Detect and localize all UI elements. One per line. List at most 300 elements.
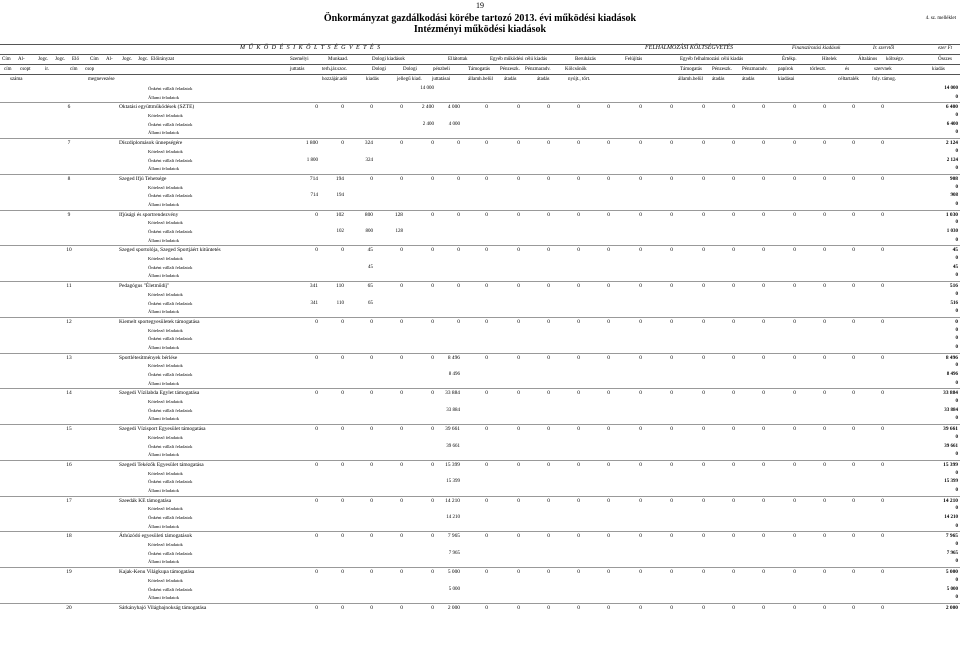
row-number: 8 bbox=[67, 175, 71, 182]
row-label: Önként vállalt feladatok bbox=[148, 157, 193, 163]
cell-tot: 2 124 bbox=[946, 157, 958, 163]
cell-c13: 0 bbox=[670, 569, 673, 576]
cell-c2: 0 bbox=[341, 604, 344, 611]
cell-tot: 45 bbox=[952, 247, 958, 254]
cell-c20: 0 bbox=[881, 247, 884, 254]
cell-c13: 0 bbox=[670, 140, 673, 147]
row-label: Kötelező feladatok bbox=[148, 542, 183, 548]
table-row bbox=[0, 129, 960, 138]
cell-c15: 0 bbox=[732, 604, 735, 611]
header-col-label: Támogatás bbox=[468, 67, 490, 72]
row-label: Kajak-Kenu Világkupa támogatása bbox=[119, 569, 195, 576]
cell-c13: 0 bbox=[670, 533, 673, 540]
cell-c4: 128 bbox=[394, 211, 403, 218]
header-col-label: törleszt. bbox=[810, 67, 826, 72]
table-row bbox=[0, 317, 960, 327]
cell-c20: 0 bbox=[881, 426, 884, 433]
header-col-label: Összes bbox=[938, 57, 952, 62]
table-row bbox=[0, 443, 960, 452]
cell-c13: 0 bbox=[670, 461, 673, 468]
cell-c15: 0 bbox=[732, 426, 735, 433]
header-col-label: juttatás bbox=[290, 67, 305, 72]
operating-section: M Ű K Ö D É S I K Ö L T S É G V E T É S bbox=[240, 45, 382, 51]
cell-c14: 0 bbox=[702, 533, 705, 540]
cell-c5: 0 bbox=[431, 247, 434, 254]
cell-c7: 0 bbox=[485, 211, 488, 218]
cell-tot: 0 bbox=[955, 416, 958, 422]
cell-c17: 0 bbox=[793, 461, 796, 468]
cell-c4: 0 bbox=[400, 104, 403, 111]
cell-c4: 0 bbox=[400, 569, 403, 576]
cell-c2: 0 bbox=[341, 354, 344, 361]
table-row bbox=[0, 112, 960, 121]
table-row bbox=[0, 308, 960, 317]
cell-c19: 0 bbox=[852, 461, 855, 468]
cell-c2: 0 bbox=[341, 461, 344, 468]
table-row bbox=[0, 245, 960, 255]
table-row bbox=[0, 388, 960, 398]
cell-c20: 0 bbox=[881, 604, 884, 611]
cell-c8: 0 bbox=[517, 461, 520, 468]
header-col-label: Dologi bbox=[403, 67, 417, 72]
row-label: Kötelező feladatok bbox=[148, 470, 183, 476]
row-label: Kötelező feladatok bbox=[148, 113, 183, 119]
table-row bbox=[0, 201, 960, 210]
table-row bbox=[0, 228, 960, 237]
reserve-label: Ir. szervtől bbox=[873, 46, 895, 51]
cell-c10: 0 bbox=[577, 426, 580, 433]
cell-c10: 0 bbox=[577, 247, 580, 254]
cell-c18: 0 bbox=[823, 354, 826, 361]
header-col-label: Pénzeszk. bbox=[712, 67, 732, 72]
table-row bbox=[0, 541, 960, 550]
cell-c20: 0 bbox=[881, 569, 884, 576]
table-row bbox=[0, 121, 960, 130]
cell-c7: 0 bbox=[485, 283, 488, 290]
header-col-label: kiadásai bbox=[778, 77, 795, 82]
header-col-label: Személyi bbox=[290, 57, 309, 62]
cell-c8: 0 bbox=[517, 247, 520, 254]
cell-c19: 0 bbox=[852, 104, 855, 111]
header-col-label: Pénzmaradv. bbox=[525, 67, 551, 72]
header-left-label: Cím bbox=[90, 57, 99, 62]
row-number: 15 bbox=[66, 426, 72, 433]
cell-tot: 14 210 bbox=[944, 515, 958, 520]
cell-c5: 0 bbox=[431, 497, 434, 504]
cell-tot: 0 bbox=[955, 523, 958, 529]
cell-c11: 0 bbox=[607, 104, 610, 111]
cell-c5: 2 400 bbox=[421, 104, 434, 111]
cell-c15: 0 bbox=[732, 283, 735, 290]
cell-c7: 0 bbox=[485, 104, 488, 111]
cell-c12: 0 bbox=[639, 604, 642, 611]
cell-c3: 0 bbox=[370, 354, 373, 361]
cell-c9: 0 bbox=[547, 318, 550, 325]
cell-c11: 0 bbox=[607, 175, 610, 182]
cell-c11: 0 bbox=[607, 497, 610, 504]
header-left-label: Előirányzat bbox=[151, 57, 175, 62]
row-label: Kötelező feladatok bbox=[148, 184, 183, 190]
row-label: Állami feladatok bbox=[148, 201, 179, 207]
row-label: Ifjúsági és sportrendezvény bbox=[119, 211, 179, 218]
cell-tot: 6 400 bbox=[946, 121, 958, 127]
cell-c1: 1 800 bbox=[306, 157, 318, 163]
header-col-label: juttatásai bbox=[432, 77, 451, 82]
cell-c12: 0 bbox=[639, 211, 642, 218]
cell-c14: 0 bbox=[702, 104, 705, 111]
table-row bbox=[0, 478, 960, 487]
cell-tot: 5 000 bbox=[945, 569, 958, 576]
row-label: Önként vállalt feladatok bbox=[148, 336, 193, 342]
table-row bbox=[0, 264, 960, 273]
cell-c4: 0 bbox=[400, 318, 403, 325]
cell-c3: 65 bbox=[368, 300, 373, 306]
row-label: Oktatási együttműködések (SZTE) bbox=[119, 104, 195, 111]
cell-c9: 0 bbox=[547, 283, 550, 290]
row-label: Állami feladatok bbox=[148, 595, 179, 601]
cell-c6: 0 bbox=[457, 140, 460, 147]
cell-c15: 0 bbox=[732, 211, 735, 218]
cell-c8: 0 bbox=[517, 569, 520, 576]
cell-c11: 0 bbox=[607, 533, 610, 540]
row-label: Áthúzódó egyesületi támogatások bbox=[119, 533, 193, 540]
cell-c11: 0 bbox=[607, 211, 610, 218]
cell-c19: 0 bbox=[852, 140, 855, 147]
row-label: Szegedi Vízisport Egyesület támogatása bbox=[119, 426, 206, 433]
cell-c4: 128 bbox=[395, 229, 403, 234]
cell-c19: 0 bbox=[852, 283, 855, 290]
row-label: Állami feladatok bbox=[148, 166, 179, 172]
cell-c11: 0 bbox=[607, 390, 610, 397]
cell-c2: 102 bbox=[335, 211, 344, 218]
table-row bbox=[0, 300, 960, 309]
cell-c3: 800 bbox=[364, 211, 373, 218]
cell-c17: 0 bbox=[793, 175, 796, 182]
header-col-label: Dologi bbox=[372, 67, 386, 72]
cell-c16: 0 bbox=[762, 569, 765, 576]
cell-c3: 45 bbox=[367, 247, 373, 254]
table-row bbox=[0, 505, 960, 514]
row-label: Önként vállalt feladatok bbox=[148, 300, 193, 306]
cell-c12: 0 bbox=[639, 497, 642, 504]
annex-label: 4. sz. melléklet bbox=[925, 16, 956, 21]
cell-c11: 0 bbox=[607, 461, 610, 468]
row-number: 14 bbox=[66, 390, 72, 397]
row-number: 13 bbox=[66, 354, 72, 361]
cell-tot: 39 661 bbox=[944, 443, 958, 449]
cell-c16: 0 bbox=[762, 140, 765, 147]
col-number-label: száma bbox=[10, 77, 23, 82]
cell-c5: 0 bbox=[431, 318, 434, 325]
cell-c13: 0 bbox=[670, 104, 673, 111]
row-label: Sportlétesítmények bérlése bbox=[119, 354, 178, 361]
cell-c11: 0 bbox=[607, 247, 610, 254]
cell-c6: 4 000 bbox=[448, 121, 460, 127]
row-label: Állami feladatok bbox=[148, 380, 179, 386]
cell-c7: 0 bbox=[485, 354, 488, 361]
cell-c17: 0 bbox=[793, 569, 796, 576]
row-number: 16 bbox=[66, 461, 72, 468]
table-row bbox=[0, 157, 960, 166]
table-header bbox=[0, 44, 960, 88]
cell-tot: 45 bbox=[953, 264, 958, 270]
row-label: Szegedi Vízilabda Egylet támogatása bbox=[119, 390, 200, 397]
cell-c5: 0 bbox=[431, 569, 434, 576]
col-name-label: megnevezése bbox=[88, 77, 115, 82]
cell-tot: 39 661 bbox=[943, 426, 958, 433]
cell-tot: 5 000 bbox=[946, 586, 958, 592]
table-row bbox=[0, 496, 960, 506]
table-row bbox=[0, 165, 960, 174]
row-label: Sárkányhajó Világbajnokság támogatása bbox=[119, 604, 207, 611]
cell-c14: 0 bbox=[702, 318, 705, 325]
header-left-label: Jogc. bbox=[55, 57, 66, 62]
cell-tot: 0 bbox=[955, 470, 958, 476]
cell-c18: 0 bbox=[823, 104, 826, 111]
cell-c3: 45 bbox=[368, 264, 373, 270]
cell-tot: 0 bbox=[955, 434, 958, 440]
cell-c1: 0 bbox=[315, 354, 318, 361]
cell-c1: 1 800 bbox=[305, 140, 318, 147]
header-col-label: foly. támog. bbox=[872, 77, 896, 82]
cell-c8: 0 bbox=[517, 283, 520, 290]
cell-tot: 0 bbox=[955, 559, 958, 565]
cell-c8: 0 bbox=[517, 604, 520, 611]
cell-c10: 0 bbox=[577, 569, 580, 576]
row-label: Kötelező feladatok bbox=[148, 399, 183, 405]
cell-c4: 0 bbox=[400, 390, 403, 397]
cell-c17: 0 bbox=[793, 247, 796, 254]
header-left-label: Elő bbox=[72, 57, 79, 62]
cell-c11: 0 bbox=[607, 426, 610, 433]
cell-tot: 7 965 bbox=[945, 533, 958, 540]
page-subtitle: Intézményi működési kiadások bbox=[413, 24, 547, 35]
row-number: 9 bbox=[67, 211, 71, 218]
cell-c18: 0 bbox=[823, 140, 826, 147]
cell-c6: 5 000 bbox=[448, 586, 460, 592]
table-row bbox=[0, 380, 960, 389]
cell-c8: 0 bbox=[517, 175, 520, 182]
row-label: Önként vállalt feladatok bbox=[148, 121, 193, 127]
cell-c9: 0 bbox=[547, 604, 550, 611]
cell-c11: 0 bbox=[607, 140, 610, 147]
row-label: Önként vállalt feladatok bbox=[148, 550, 193, 556]
cell-c1: 0 bbox=[315, 390, 318, 397]
cell-c18: 0 bbox=[823, 604, 826, 611]
cell-c9: 0 bbox=[547, 390, 550, 397]
header-col-label: Pénzeszk. bbox=[500, 67, 520, 72]
cell-c4: 0 bbox=[400, 533, 403, 540]
cell-c11: 0 bbox=[607, 569, 610, 576]
row-label: Önként vállalt feladatok bbox=[148, 264, 193, 270]
financing-section: Finanszírozási kiadások bbox=[792, 46, 841, 51]
cell-c5: 0 bbox=[431, 354, 434, 361]
header-rule bbox=[0, 64, 960, 65]
header-col-label: Egyéb felhalmozási célú kiadás bbox=[680, 57, 744, 62]
cell-tot: 0 bbox=[955, 184, 958, 190]
cell-c5: 0 bbox=[431, 283, 434, 290]
cell-c9: 0 bbox=[547, 211, 550, 218]
row-label: Állami feladatok bbox=[148, 237, 179, 243]
cell-c18: 0 bbox=[823, 461, 826, 468]
cell-c17: 0 bbox=[793, 533, 796, 540]
cell-c3: 324 bbox=[364, 140, 373, 147]
row-number: 18 bbox=[66, 533, 72, 540]
cell-tot: 0 bbox=[955, 201, 958, 207]
cell-c15: 0 bbox=[732, 140, 735, 147]
cell-c11: 0 bbox=[607, 283, 610, 290]
header-left-label: cím bbox=[4, 67, 12, 72]
cell-c18: 0 bbox=[823, 390, 826, 397]
cell-c19: 0 bbox=[852, 175, 855, 182]
cell-c2: 0 bbox=[341, 426, 344, 433]
cell-c6: 2 000 bbox=[447, 604, 460, 611]
cell-c5: 2 400 bbox=[422, 121, 434, 127]
cell-c12: 0 bbox=[639, 390, 642, 397]
row-label: Önként vállalt feladatok bbox=[148, 229, 193, 234]
cell-c1: 0 bbox=[315, 318, 318, 325]
row-label: Állami feladatok bbox=[148, 487, 179, 493]
table-row bbox=[0, 335, 960, 344]
cell-c8: 0 bbox=[517, 533, 520, 540]
cell-c17: 0 bbox=[793, 390, 796, 397]
cell-c7: 0 bbox=[485, 461, 488, 468]
cell-c6: 39 661 bbox=[445, 426, 460, 433]
header-col-label: jellegű kiad. bbox=[397, 77, 422, 82]
cell-c16: 0 bbox=[762, 533, 765, 540]
header-left-label: csop bbox=[85, 67, 95, 72]
cell-c18: 0 bbox=[823, 497, 826, 504]
cell-c20: 0 bbox=[881, 283, 884, 290]
cell-c13: 0 bbox=[670, 390, 673, 397]
cell-c10: 0 bbox=[577, 604, 580, 611]
cell-c7: 0 bbox=[485, 140, 488, 147]
cell-c9: 0 bbox=[547, 140, 550, 147]
cell-c2: 194 bbox=[336, 193, 344, 199]
table-row bbox=[0, 577, 960, 586]
row-label: Önként vállalt feladatok bbox=[148, 586, 193, 592]
cell-c7: 0 bbox=[485, 497, 488, 504]
header-rule bbox=[0, 74, 960, 75]
cell-c12: 0 bbox=[639, 461, 642, 468]
cell-c17: 0 bbox=[793, 140, 796, 147]
cell-c18: 0 bbox=[823, 569, 826, 576]
header-col-label: Támogatás bbox=[680, 67, 702, 72]
cell-c16: 0 bbox=[762, 104, 765, 111]
cell-c1: 0 bbox=[315, 211, 318, 218]
cell-c3: 0 bbox=[370, 497, 373, 504]
cell-c4: 0 bbox=[400, 461, 403, 468]
cell-c5: 0 bbox=[431, 211, 434, 218]
cell-c6: 0 bbox=[457, 175, 460, 182]
cell-c19: 0 bbox=[852, 604, 855, 611]
cell-c17: 0 bbox=[793, 211, 796, 218]
cell-c13: 0 bbox=[670, 175, 673, 182]
cell-tot: 33 884 bbox=[944, 407, 958, 413]
row-number: 7 bbox=[67, 140, 71, 147]
cell-tot: 0 bbox=[955, 336, 958, 342]
cell-c5: 0 bbox=[431, 533, 434, 540]
cell-c4: 0 bbox=[400, 175, 403, 182]
row-label: Kötelező feladatok bbox=[148, 256, 183, 262]
cell-c8: 0 bbox=[517, 318, 520, 325]
cell-tot: 15 399 bbox=[944, 479, 958, 485]
cell-c12: 0 bbox=[639, 175, 642, 182]
cell-c13: 0 bbox=[670, 318, 673, 325]
cell-c7: 0 bbox=[485, 390, 488, 397]
cell-c2: 0 bbox=[341, 104, 344, 111]
cell-c20: 0 bbox=[881, 533, 884, 540]
header-left-label: csopt bbox=[20, 67, 31, 72]
header-col-label: Általános bbox=[858, 57, 878, 62]
cell-c7: 0 bbox=[485, 426, 488, 433]
cell-c13: 0 bbox=[670, 497, 673, 504]
table-row bbox=[0, 210, 960, 220]
table-row bbox=[0, 586, 960, 595]
header-col-label: kiadás bbox=[932, 67, 945, 72]
cell-tot: 14 000 bbox=[944, 86, 958, 91]
header-col-label: költségv. bbox=[886, 57, 904, 62]
cell-tot: 0 bbox=[955, 291, 958, 297]
cell-c6: 15 399 bbox=[445, 461, 460, 468]
header-col-label: nyújt., tört. bbox=[568, 77, 591, 82]
cell-c2: 110 bbox=[336, 300, 344, 306]
cell-c13: 0 bbox=[670, 247, 673, 254]
cell-c14: 0 bbox=[702, 354, 705, 361]
cell-c13: 0 bbox=[670, 211, 673, 218]
header-col-label: Kölcsönök bbox=[565, 67, 587, 72]
cell-c10: 0 bbox=[577, 533, 580, 540]
cell-c4: 0 bbox=[400, 497, 403, 504]
cell-c6: 5 000 bbox=[447, 569, 460, 576]
cell-c5: 0 bbox=[431, 390, 434, 397]
table-row bbox=[0, 255, 960, 264]
cell-c2: 110 bbox=[336, 283, 344, 290]
row-label: Kiemelt sportegyesületek támogatása bbox=[119, 318, 200, 325]
table-row bbox=[0, 85, 960, 94]
cell-c8: 0 bbox=[517, 140, 520, 147]
cell-c5: 0 bbox=[431, 604, 434, 611]
header-col-label: Ellátottak bbox=[448, 57, 468, 62]
cell-c3: 324 bbox=[365, 157, 373, 163]
cell-c14: 0 bbox=[702, 247, 705, 254]
cell-c14: 0 bbox=[702, 390, 705, 397]
cell-c17: 0 bbox=[793, 283, 796, 290]
cell-c7: 0 bbox=[485, 175, 488, 182]
header-rule bbox=[0, 44, 960, 45]
row-label: Állami feladatok bbox=[148, 559, 179, 565]
row-number: 17 bbox=[66, 497, 72, 504]
cell-c12: 0 bbox=[639, 247, 642, 254]
cell-tot: 0 bbox=[955, 220, 958, 226]
cell-c9: 0 bbox=[547, 354, 550, 361]
cell-c18: 0 bbox=[823, 533, 826, 540]
cell-c17: 0 bbox=[793, 604, 796, 611]
cell-tot: 0 bbox=[955, 94, 958, 100]
header-col-label: átadás bbox=[742, 77, 755, 82]
cell-c3: 0 bbox=[370, 569, 373, 576]
cell-c7: 0 bbox=[485, 533, 488, 540]
header-col-label: átadás bbox=[537, 77, 550, 82]
cell-c13: 0 bbox=[670, 426, 673, 433]
table-row bbox=[0, 558, 960, 567]
cell-c1: 0 bbox=[315, 104, 318, 111]
cell-tot: 1 030 bbox=[946, 229, 958, 234]
cell-tot: 908 bbox=[950, 193, 958, 199]
cell-c17: 0 bbox=[793, 497, 796, 504]
row-number: 20 bbox=[66, 604, 72, 611]
cell-c15: 0 bbox=[732, 390, 735, 397]
